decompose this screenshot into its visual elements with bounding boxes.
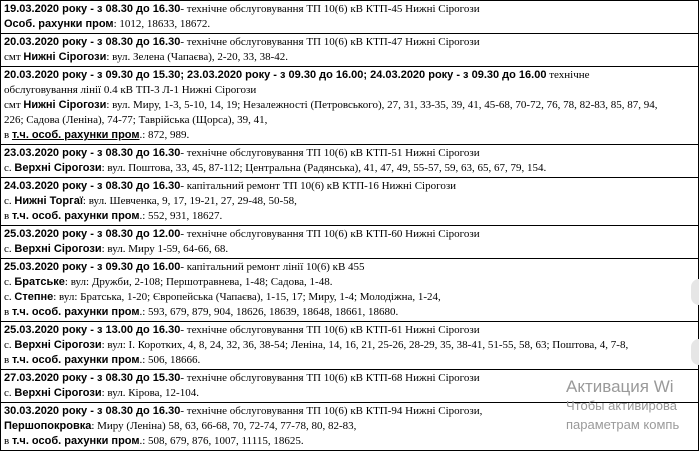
row-accounts-prefix: в <box>4 354 12 366</box>
row-accounts-label: т.ч. особ. рахунки пром <box>11 129 140 141</box>
row-date-time: 25.03.2020 року - з 08.30 до 12.00 <box>4 228 181 240</box>
row-streets: : вул: Братська, 1-20; Європейська (Чапаєва), 1-15, 17; Миру, 1-4; Молодіжна, 1-24, <box>53 291 441 303</box>
table-row <box>0 178 699 226</box>
table-row <box>0 259 699 322</box>
row-settlement-prefix: смт <box>4 99 24 111</box>
table-row <box>0 226 699 259</box>
row-date-time: 30.03.2020 року - з 08.30 до 16.30 <box>4 405 181 417</box>
row-settlement-prefix: с. <box>4 195 15 207</box>
row-streets: : вул. Миру, 1-3, 5-10, 14, 19; Незалежності (Петровського), 27, 31, 33-35, 39, 41, 45-68, 70-72, 76, 78, 82-83, 85, 87, 94, <box>106 99 658 111</box>
row-accounts-prefix: в <box>4 129 12 141</box>
row-streets: : вул: І. Коротких, 4, 8, 24, 32, 36, 38-54; Леніна, 14, 16, 21, 25-26, 28-29, 35, 38-41, 51-55, 58, 63; Поштова, 4, 7-8, <box>101 339 629 351</box>
row-description: - технічне обслуговування ТП 10(6) кВ КТП-68 Нижні Сірогози <box>180 372 480 384</box>
table-row <box>0 34 699 67</box>
table-row <box>0 145 699 178</box>
row-streets: : вул. Кірова, 12-104. <box>101 387 199 399</box>
row-accounts-label: т.ч. особ. рахунки пром <box>11 435 140 447</box>
row-settlement: Степне <box>14 291 54 303</box>
row-accounts: .: 593, 679, 879, 904, 18626, 18639, 18648, 18661, 18680. <box>139 306 399 318</box>
watermark-line: Чтобы активирова <box>566 398 678 413</box>
row-description: - технічне обслуговування ТП 10(6) кВ КТП-60 Нижні Сірогози <box>180 228 480 240</box>
row-description: - капітальний ремонт лінії 10(6) кВ 455 <box>180 261 365 273</box>
row-date-time: 27.03.2020 року - з 08.30 до 15.30 <box>4 372 181 384</box>
row-description: - технічне обслуговування ТП 10(6) кВ КТП-61 Нижні Сірогози <box>180 324 480 336</box>
scroll-side-button[interactable] <box>691 339 699 365</box>
row-settlement: Верхні Сірогози <box>14 387 102 399</box>
row-settlement-prefix: с. <box>4 291 15 303</box>
windows-activation-watermark <box>566 377 679 434</box>
row-settlement: Братське <box>14 276 65 288</box>
row-description: - технічне обслуговування ТП 10(6) кВ КТП-94 Нижні Сірогози, <box>180 405 483 417</box>
row-settlement: Нижні Сірогози <box>23 51 107 63</box>
row-description: - технічне обслуговування ТП 10(6) кВ КТП-51 Нижні Сірогози <box>180 147 480 159</box>
row-streets: : вул. Поштова, 33, 45, 87-112; Центральна (Радянська), 41, 47, 49, 55-57, 59, 63, 65, 67, 79, 154. <box>101 162 547 174</box>
row-streets: : вул. Зелена (Чапаєва), 2-20, 33, 38-42. <box>106 51 288 63</box>
row-streets: : Миру (Леніна) 58, 63, 66-68, 70, 72-74, 77-78, 80, 82-83, <box>91 420 357 432</box>
row-settlement-prefix: смт <box>4 51 24 63</box>
row-settlement-prefix: с. <box>4 339 15 351</box>
row-accounts-label: т.ч. особ. рахунки пром <box>11 306 140 318</box>
row-accounts-label: т.ч. особ. рахунки пром <box>11 210 140 222</box>
row-settlement-prefix: с. <box>4 276 15 288</box>
row-accounts: .: 506, 18666. <box>139 354 201 366</box>
row-date-time: 23.03.2020 року - з 08.30 до 16.30 <box>4 147 181 159</box>
row-accounts-prefix: в <box>4 435 12 447</box>
row-accounts-label: т.ч. особ. рахунки пром <box>11 354 140 366</box>
row-description: - капітальний ремонт ТП 10(6) кВ КТП-16 Нижні Сірогози <box>180 180 457 192</box>
row-description: - технічне обслуговування ТП 10(6) кВ КТП-45 Нижні Сірогози <box>180 3 480 15</box>
row-accounts-prefix: в <box>4 210 12 222</box>
row-date-time: 24.03.2020 року - з 08.30 до 16.30 <box>4 180 181 192</box>
row-accounts: .: 872, 989. <box>139 129 190 141</box>
row-settlement-prefix: с. <box>4 162 15 174</box>
watermark-line: параметрам компь <box>566 417 680 432</box>
row-accounts: .: 552, 931, 18627. <box>139 210 223 222</box>
row-settlement-prefix: с. <box>4 387 15 399</box>
row-description-cont: обслуговування лінії 0.4 кВ ТП-3 Л-1 Нижні Сірогози <box>4 84 257 96</box>
scroll-side-button[interactable] <box>691 279 699 305</box>
row-settlement: Нижні Сірогози <box>23 99 107 111</box>
row-description: - технічне обслуговування ТП 10(6) кВ КТП-47 Нижні Сірогози <box>180 36 480 48</box>
row-settlement: Першопокровка <box>4 420 92 432</box>
row-date-time: 25.03.2020 року - з 09.30 до 16.00 <box>4 261 181 273</box>
row-description: технічне <box>546 69 590 81</box>
row-date-time: 19.03.2020 року - з 08.30 до 16.30 <box>4 3 181 15</box>
table-row <box>0 322 699 370</box>
row-settlement: Верхні Сірогози <box>14 243 102 255</box>
watermark-title: Активация Wi <box>566 377 674 396</box>
row-streets-cont: 226; Садова (Леніна), 74-77; Таврійська (Щорса), 39, 41, <box>4 114 268 126</box>
row-date-time: 20.03.2020 року - з 09.30 до 15.30; 23.03.2020 року - з 09.30 до 16.00; 24.03.2020 року - з 09.30 до 16.00 <box>4 69 547 81</box>
row-streets: : вул. Шевченка, 9, 17, 19-21, 27, 29-48, 50-58, <box>82 195 297 207</box>
row-accounts-prefix: в <box>4 306 12 318</box>
table-row <box>0 0 699 34</box>
table-row <box>0 67 699 145</box>
row-settlement-prefix: с. <box>4 243 15 255</box>
row-streets: : вул: Дружби, 2-108; Першотравнева, 1-48; Садова, 1-48. <box>64 276 333 288</box>
row-accounts: .: 508, 679, 876, 1007, 11115, 18625. <box>139 435 304 447</box>
row-date-time: 20.03.2020 року - з 08.30 до 16.30 <box>4 36 181 48</box>
row-accounts: : 1012, 18633, 18672. <box>113 18 211 30</box>
row-settlement: Верхні Сірогози <box>14 162 102 174</box>
row-settlement: Нижні Торгаї <box>14 195 83 207</box>
row-streets: : вул. Миру 1-59, 64-66, 68. <box>101 243 229 255</box>
row-date-time: 25.03.2020 року - з 13.00 до 16.30 <box>4 324 181 336</box>
row-settlement: Верхні Сірогози <box>14 339 102 351</box>
row-accounts-label: Особ. рахунки пром <box>4 18 114 30</box>
